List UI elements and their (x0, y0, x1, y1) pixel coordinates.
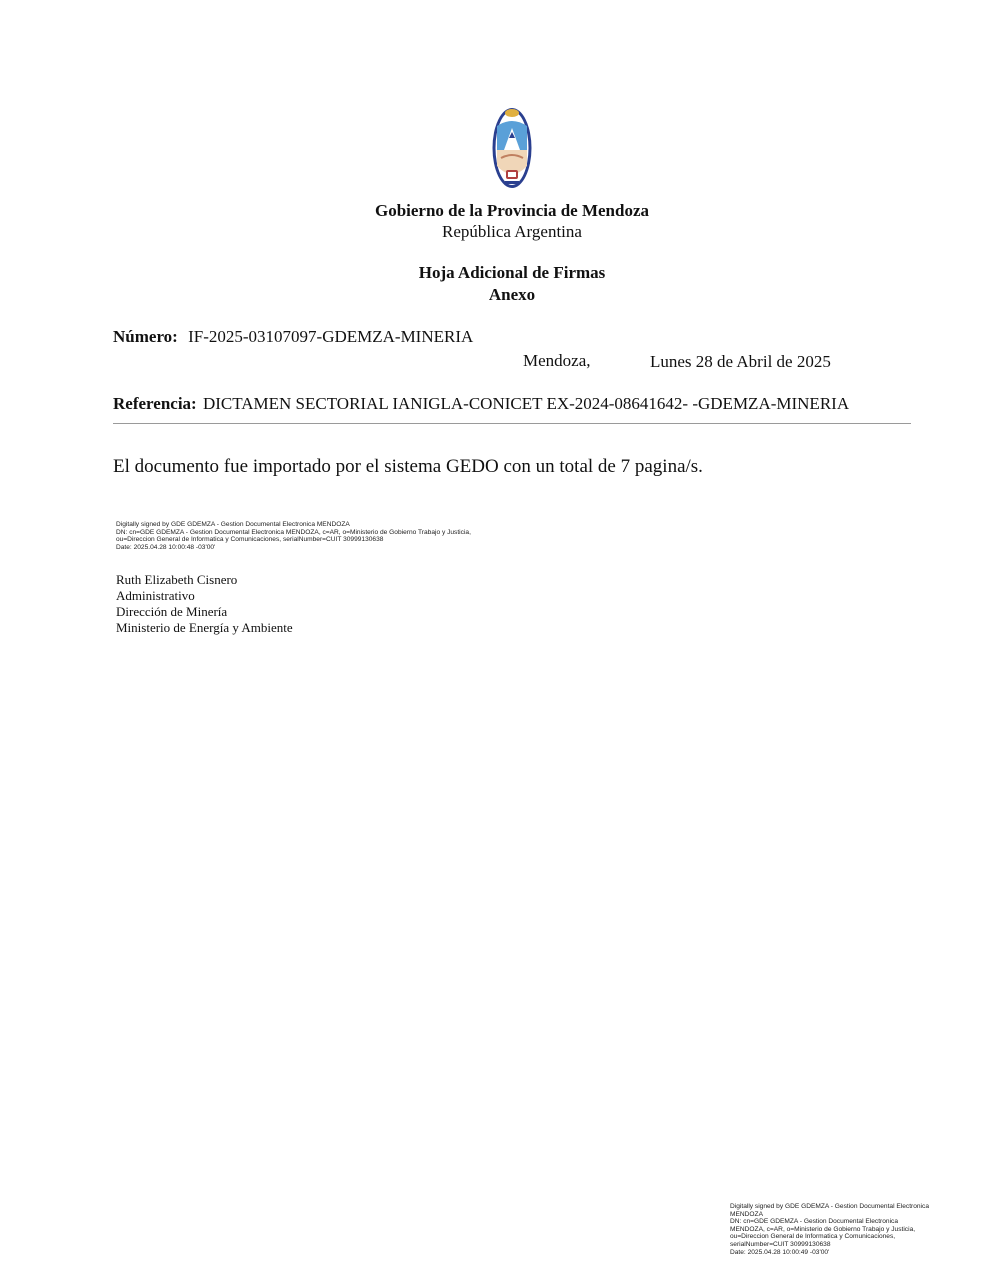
signature-line: MENDOZA (730, 1210, 763, 1218)
body-text: El documento fue importado por el sistema GEDO con un total de 7 pagina/s. (113, 456, 703, 477)
referencia-row (113, 394, 849, 414)
divider (113, 423, 911, 424)
signature-line: ou=Direccion General de Informatica y Comunicaciones, serialNumber=CUIT 30999130638 (116, 536, 384, 544)
numero-value: IF-2025-03107097-GDEMZA-MINERIA (188, 327, 474, 346)
referencia-label: Referencia: (113, 394, 197, 413)
signature-line: DN: cn=GDE GDEMZA - Gestion Documental Electronica MENDOZA, c=AR, o=Ministerio de Gobierno Trabajo y Justicia, (116, 528, 471, 536)
signature-line: Date: 2025.04.28 10:00:49 -03'00' (730, 1248, 830, 1256)
signer-department: Dirección de Minería (116, 604, 228, 619)
referencia-value: DICTAMEN SECTORIAL IANIGLA-CONICET EX-2024-08641642- -GDEMZA-MINERIA (202, 394, 850, 413)
date: Lunes 28 de Abril de 2025 (650, 352, 831, 371)
signer-role: Administrativo (116, 588, 195, 603)
signature-line: serialNumber=CUIT 30999130638 (730, 1240, 831, 1248)
signature-line: ou=Direccion General de Informatica y Comunicaciones, (730, 1233, 896, 1241)
document-subtitle: Anexo (488, 285, 536, 304)
digital-signature-footer (730, 1203, 929, 1256)
government-name: Gobierno de la Provincia de Mendoza (374, 201, 650, 220)
signature-line: Digitally signed by GDE GDEMZA - Gestion Documental Electronica (730, 1203, 929, 1210)
signer-ministry: Ministerio de Energía y Ambiente (116, 620, 293, 635)
signature-line: Date: 2025.04.28 10:00:48 -03'00' (116, 543, 216, 551)
place: Mendoza, (523, 351, 591, 370)
signature-line: Digitally signed by GDE GDEMZA - Gestion Documental Electronica MENDOZA (116, 521, 350, 528)
signer-name: Ruth Elizabeth Cisnero (116, 572, 238, 587)
mendoza-coat-of-arms-icon (491, 106, 533, 190)
signature-line: MENDOZA, c=AR, o=Ministerio de Gobierno Trabajo y Justicia, (730, 1225, 916, 1233)
signature-line: DN: cn=GDE GDEMZA - Gestion Documental Electronica (730, 1218, 899, 1226)
document-title: Hoja Adicional de Firmas (418, 263, 606, 282)
country-name: República Argentina (442, 222, 582, 241)
signer-block (116, 572, 293, 636)
numero-row (113, 327, 473, 347)
digital-signature-main (116, 521, 471, 551)
numero-label: Número: (113, 327, 178, 346)
